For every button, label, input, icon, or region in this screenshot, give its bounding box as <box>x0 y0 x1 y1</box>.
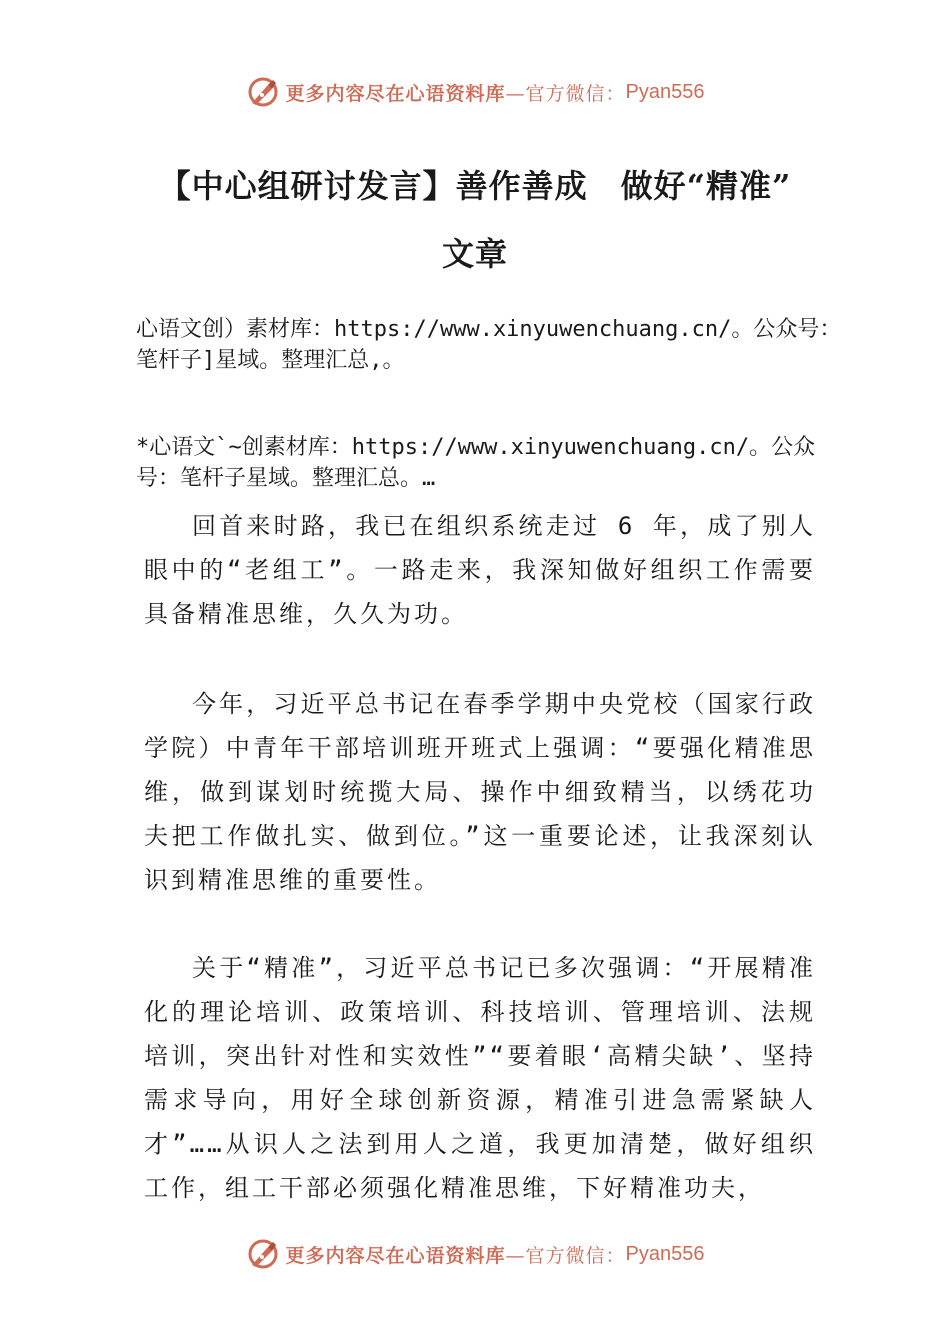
banner-wechat-id: Pyan556 <box>625 80 705 103</box>
footer-banner <box>0 1232 950 1276</box>
document-title <box>120 152 830 288</box>
source-note-1: 心语文创）素材库：https://www.xinyuwenchuang.cn/。公众号：笔杆子]星域。整理汇总,。 <box>136 317 842 373</box>
source-note-2: *心语文`~创素材库：https://www.xinyuwenchuang.cn/。公众号：笔杆子星域。整理汇总。… <box>136 435 816 491</box>
banner-wechat-id: Pyan556 <box>625 1242 705 1265</box>
banner-site-text: 更多内容尽在心语资料库 <box>285 82 506 105</box>
paragraph-3: 关于“精准”，习近平总书记已多次强调：“开展精准化的理论培训、政策培训、科技培训、管理培训、法规培训，突出针对性和实效性”“要着眼‘高精尖缺’、坚持需求导向，用好全球创新资源，精准引进急需紧缺人才”……从识人之法到用人之道，我更加清楚，做好组织工作，组工干部必须强化精准思维，下好精准功夫， <box>144 954 816 1202</box>
pen-logo-icon <box>246 75 280 109</box>
header-banner <box>0 70 950 114</box>
banner-wechat-label: —官方微信： <box>505 1244 626 1267</box>
paragraph-1: 回首来时路，我已在组织系统走过 6 年，成了别人眼中的“老组工”。一路走来，我深知做好组织工作需要具备精准思维，久久为功。 <box>144 512 816 628</box>
pen-logo-icon <box>246 1237 280 1271</box>
paragraph-2: 今年，习近平总书记在春季学期中央党校（国家行政学院）中青年干部培训班开班式上强调：“要强化精准思维，做到谋划时统揽大局、操作中细致精当，以绣花功夫把工作做扎实、做到位。”这一重要论述，让我深刻认识到精准思维的重要性。 <box>144 690 816 894</box>
banner-wechat-label: —官方微信： <box>505 82 626 105</box>
banner-site-text: 更多内容尽在心语资料库 <box>285 1244 506 1267</box>
title-line-1: 【中心组研讨发言】善作善成 做好“精准” <box>158 167 792 205</box>
title-line-2: 文章 <box>441 235 508 273</box>
